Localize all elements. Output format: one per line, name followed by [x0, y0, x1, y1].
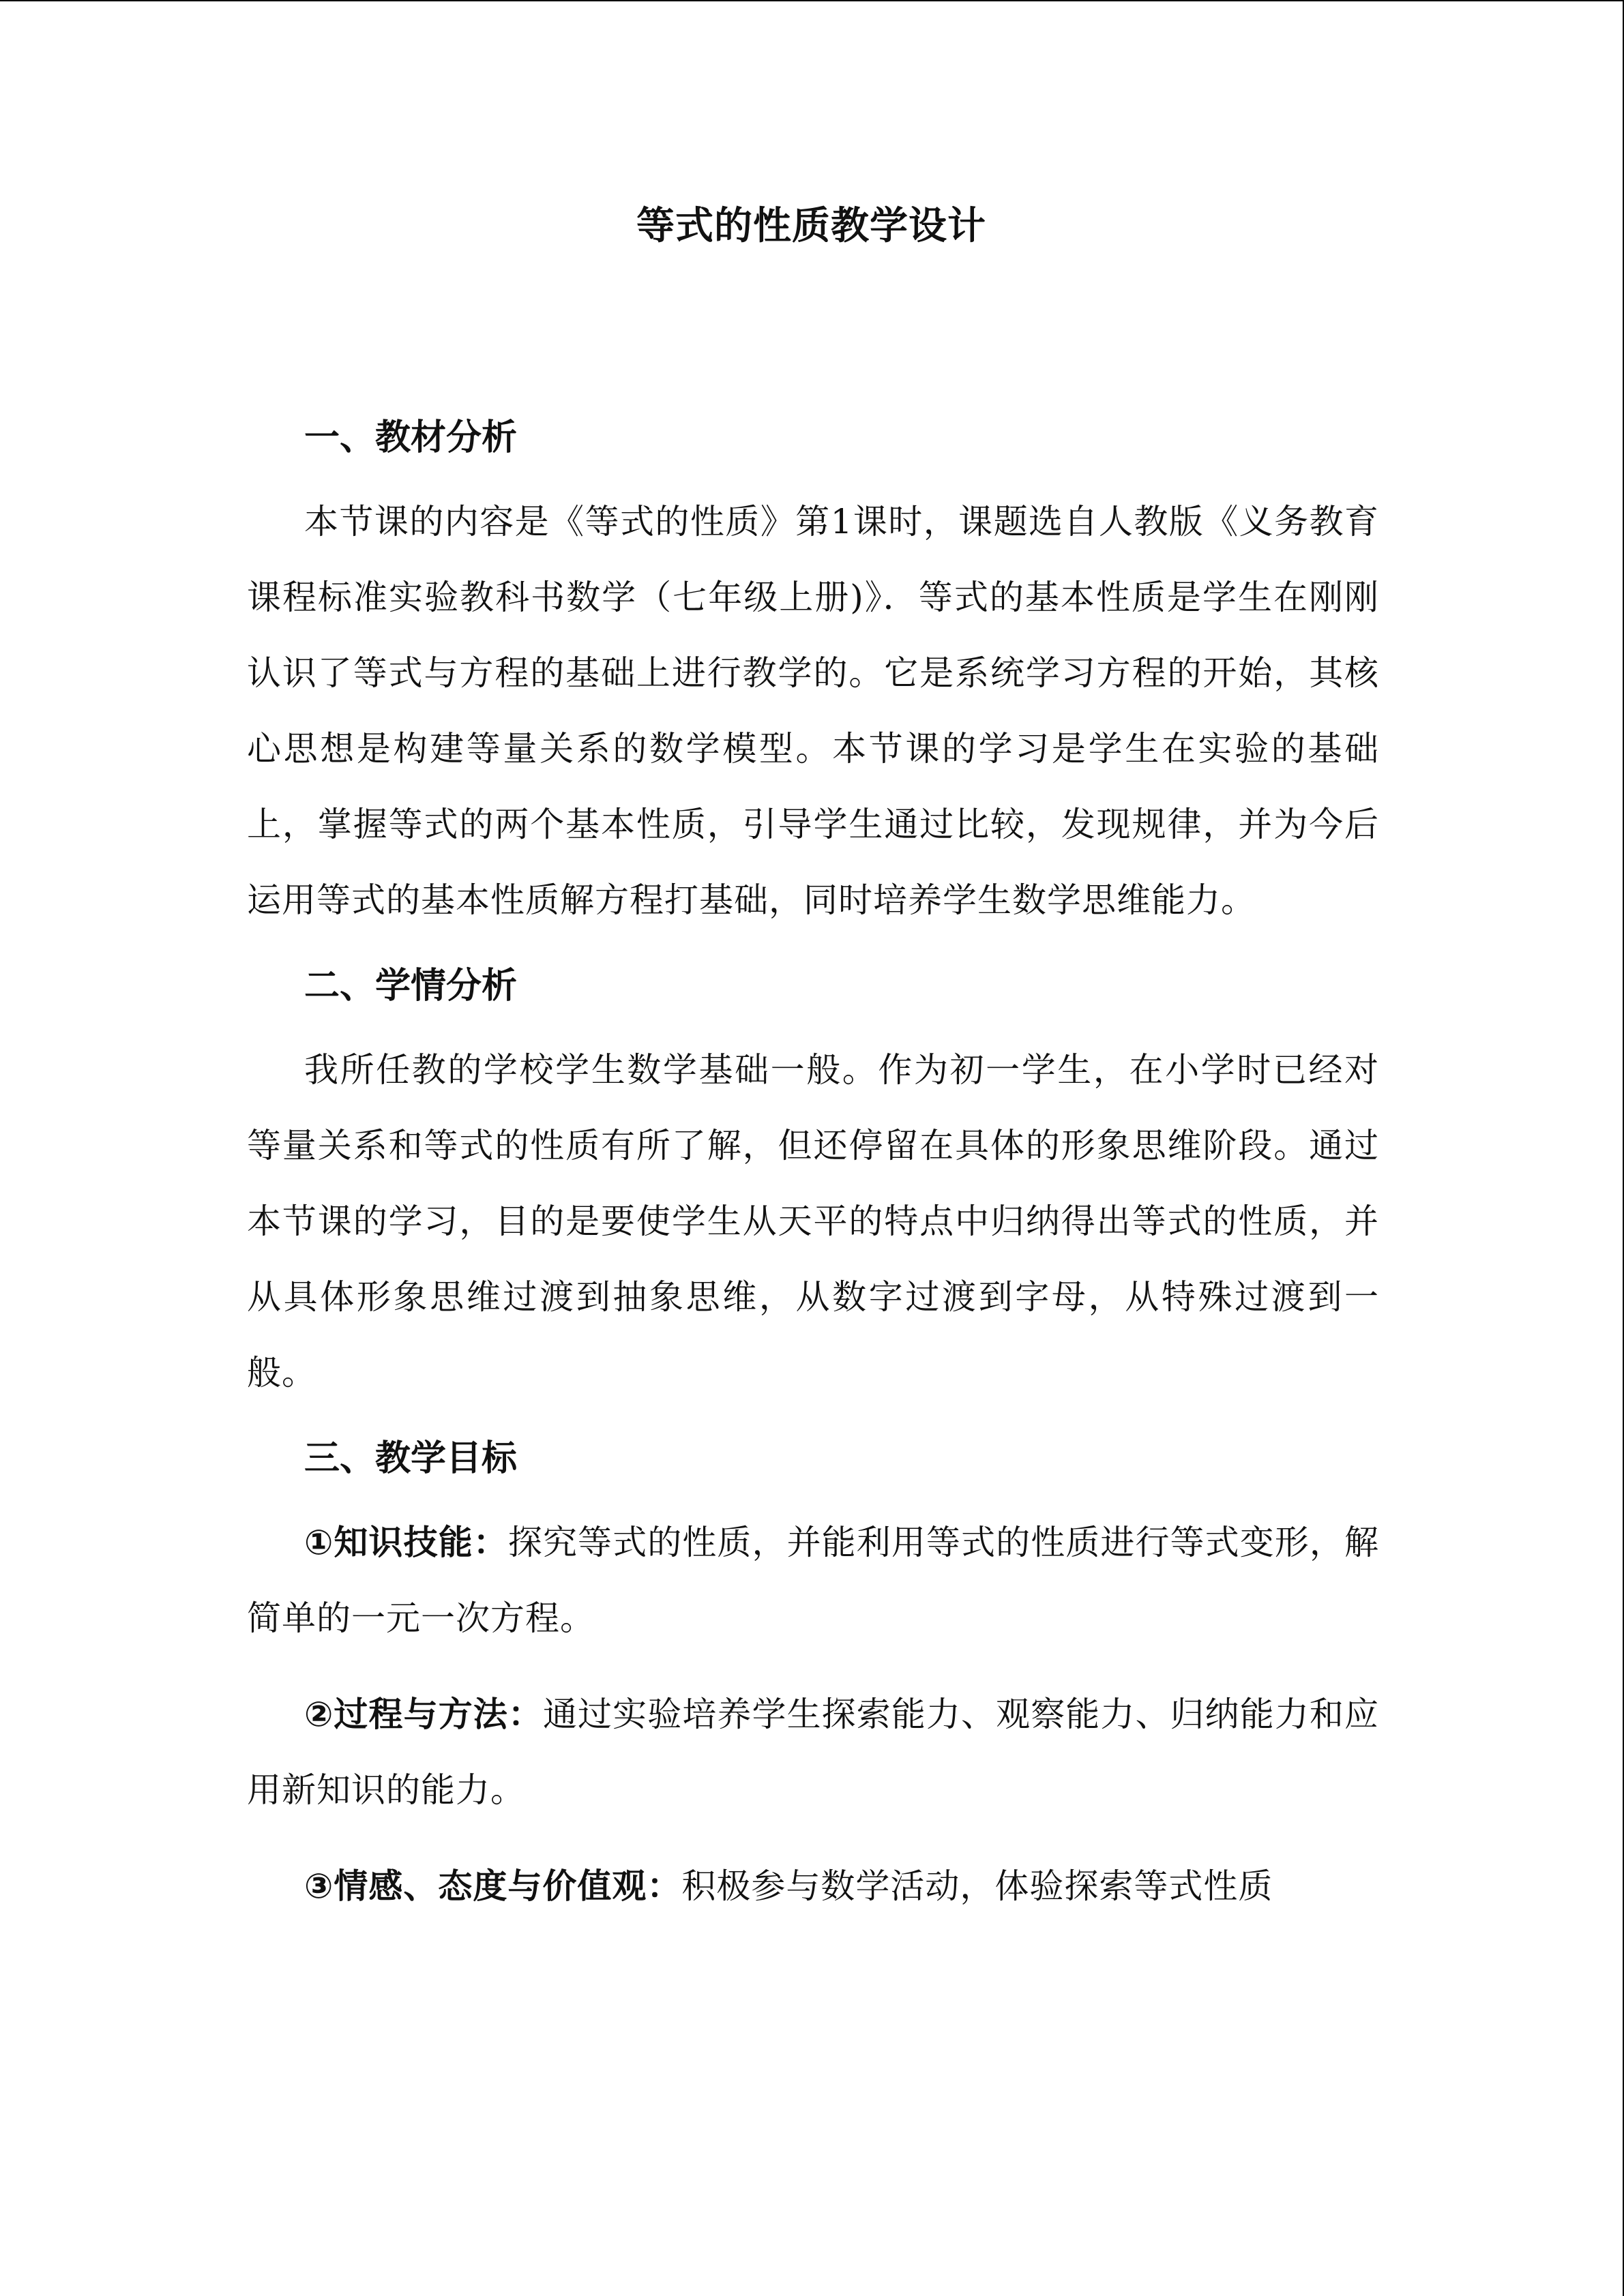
section-heading-textbook-analysis: 一、教材分析: [304, 417, 518, 458]
section-heading-student-analysis: 二、学情分析: [304, 966, 518, 1007]
paragraph-student-analysis: 我所任教的学校学生数学基础一般。作为初一学生，在小学时已经对等量关系和等式的性质有所了解，但还停留在具体的形象思维阶段。通过本节课的学习，目的是要使学生从天平的特点中归纳得出等式的性质，并从具体形象思维过渡到抽象思维，从数字过渡到字母，从特殊过渡到一般。: [247, 1050, 1379, 1392]
goal-lead-label: ①知识技能：: [304, 1523, 508, 1562]
goal-process-method: [247, 1677, 1379, 1828]
goal-knowledge-skills: [247, 1505, 1379, 1656]
goal-text: 积极参与数学活动，体验探索等式性质: [681, 1866, 1273, 1906]
goal-lead-label: ②过程与方法：: [304, 1695, 543, 1734]
goal-lead-label: ③情感、态度与价值观：: [304, 1866, 682, 1906]
goal-emotion-attitude-values: [247, 1849, 1379, 1924]
goal-text: 通过实验培养学生探索能力、观察能力、归纳能力和应用新知识的能力。: [247, 1695, 1380, 1810]
goal-text: 探究等式的性质，并能利用等式的性质进行等式变形，解简单的一元一次方程。: [247, 1523, 1379, 1638]
paragraph-textbook-analysis: 本节课的内容是《等式的性质》第1课时，课题选自人教版《义务教育课程标准实验教科书数学（七年级上册)》．等式的基本性质是学生在刚刚认识了等式与方程的基础上进行教学的。它是系统学习方程的开始，其核心思想是构建等量关系的数学模型。本节课的学习是学生在实验的基础上，掌握等式的两个基本性质，引导学生通过比较，发现规律，并为今后运用等式的基本性质解方程打基础，同时培养学生数学思维能力。: [247, 502, 1379, 920]
document-body: [247, 411, 1379, 1945]
document-title: 等式的性质教学设计: [636, 204, 986, 248]
section-heading-teaching-goals: 三、教学目标: [304, 1438, 518, 1479]
